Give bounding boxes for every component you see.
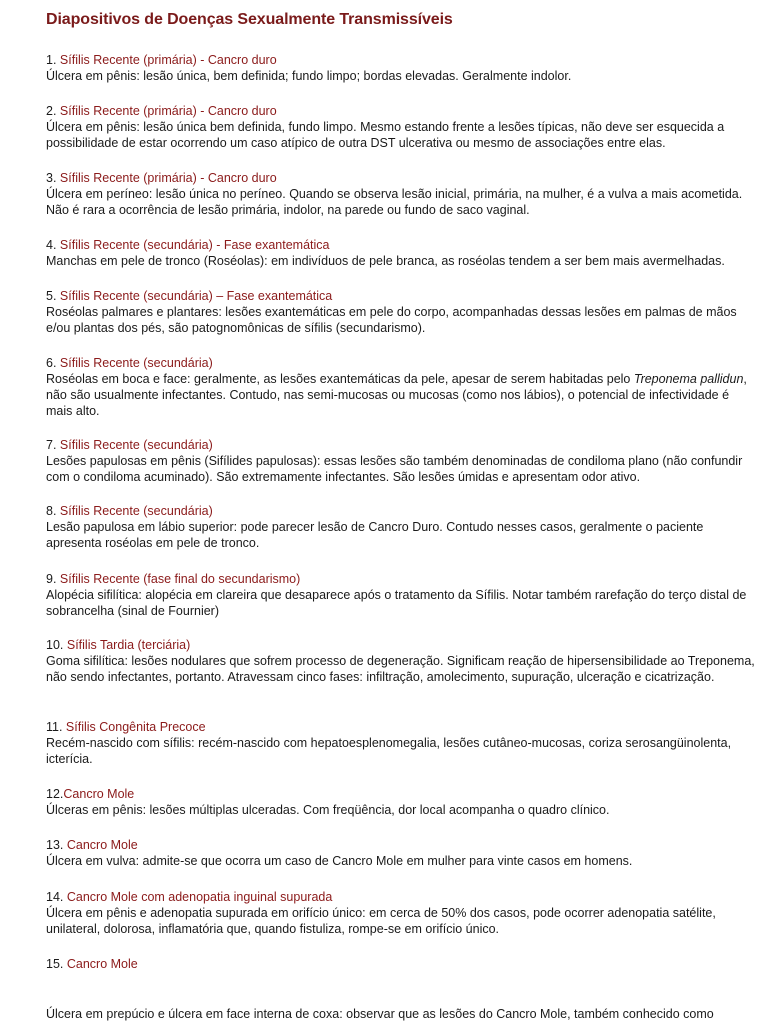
item-number: 7. bbox=[46, 438, 60, 452]
item-heading bbox=[46, 52, 758, 68]
list-item bbox=[46, 571, 758, 619]
item-description: Lesões papulosas em pênis (Sifílides papulosas): essas lesões são também denominadas de condiloma plano (não confundir com o condiloma acuminado). São extremamente infectantes. São lesões úmidas e apresentam odor ativo. bbox=[46, 454, 743, 484]
item-title: Cancro Mole com adenopatia inguinal supurada bbox=[66, 890, 333, 904]
item-number: 1. bbox=[46, 53, 60, 67]
item-number: 13. bbox=[46, 838, 67, 852]
list-item bbox=[46, 103, 758, 151]
item-number: 9. bbox=[46, 572, 60, 586]
item-heading bbox=[46, 889, 758, 905]
item-number: 10. bbox=[46, 638, 67, 652]
item-description: Úlcera em pênis: lesão única bem definida, fundo limpo. Mesmo estando frente a lesões típicas, não deve ser esquecida a possibilidade de estar ocorrendo um caso atípico de outra DST ulcerativa ou mesmo de associações entre elas. bbox=[46, 120, 725, 150]
list-item bbox=[46, 503, 758, 551]
item-number: 4. bbox=[46, 238, 60, 252]
item-heading bbox=[46, 571, 758, 587]
item-description-part: Roséolas em boca e face: geralmente, as lesões exantemáticas da pele, apesar de serem habitadas pelo bbox=[46, 372, 634, 386]
item-description: Alopécia sifilítica: alopécia em clareira que desaparece após o tratamento da Sífilis. Notar também rarefação do terço distal de sobrancelha (sinal de Fournier) bbox=[46, 588, 747, 618]
item-heading bbox=[46, 103, 758, 119]
item-number: 15. bbox=[46, 957, 67, 971]
item-title: Sífilis Tardia (terciária) bbox=[66, 638, 191, 652]
item-heading bbox=[46, 719, 758, 735]
item-title: Cancro Mole bbox=[66, 838, 138, 852]
item-description: Úlceras em pênis: lesões múltiplas ulceradas. Com freqüência, dor local acompanha o quadro clínico. bbox=[46, 803, 610, 817]
item-title: Sífilis Congênita Precoce bbox=[65, 720, 206, 734]
page-title: Diapositivos de Doenças Sexualmente Transmissíveis bbox=[46, 11, 453, 28]
item-title: Sífilis Recente (secundária) bbox=[59, 356, 213, 370]
item-title: Sífilis Recente (primária) - Cancro duro bbox=[59, 53, 277, 67]
item-heading bbox=[46, 637, 758, 653]
list-item bbox=[46, 719, 758, 767]
species-name: Treponema pallidun bbox=[633, 372, 744, 386]
item-heading bbox=[46, 786, 758, 802]
item-number: 6. bbox=[46, 356, 60, 370]
item-number: 14. bbox=[46, 890, 67, 904]
item-number: 2. bbox=[46, 104, 60, 118]
item-title: Sífilis Recente (fase final do secundarismo) bbox=[59, 572, 301, 586]
item-title: Cancro Mole bbox=[66, 957, 138, 971]
item-heading bbox=[46, 288, 758, 304]
item-number: 12. bbox=[46, 787, 64, 801]
item-description: Roséolas palmares e plantares: lesões exantemáticas em pele do corpo, acompanhadas dessas lesões em palmas de mãos e/ou plantas dos pés, são patognomônicas de sífilis (secundarismo). bbox=[46, 305, 737, 335]
item-description: Úlcera em pênis: lesão única, bem definida; fundo limpo; bordas elevadas. Geralmente indolor. bbox=[46, 69, 572, 83]
item-description: Manchas em pele de tronco (Roséolas): em indivíduos de pele branca, as roséolas tendem a ser bem mais avermelhadas. bbox=[46, 254, 725, 268]
item-description bbox=[46, 371, 758, 419]
item-heading bbox=[46, 503, 758, 519]
list-item bbox=[46, 52, 758, 84]
item-description: Goma sifilítica: lesões nodulares que sofrem processo de degeneração. Significam reação de hipersensibilidade ao Treponema, não sendo infectantes, portanto. Atravessam cinco fases: infiltração, amolecimento, supuração, ulceração e cicatrização. bbox=[46, 654, 755, 684]
item-description: Úlcera em pênis e adenopatia supurada em orifício único: em cerca de 50% dos casos, pode ocorrer adenopatia satélite, unilateral, dolorosa, inflamatória que, quando fistuliza, rompe-se em orifício único. bbox=[46, 906, 716, 936]
item-title: Sífilis Recente (primária) - Cancro duro bbox=[59, 171, 277, 185]
item-number: 8. bbox=[46, 504, 60, 518]
item-title: Sífilis Recente (secundária) bbox=[59, 504, 213, 518]
item-description: Úlcera em vulva: admite-se que ocorra um caso de Cancro Mole em mulher para vinte casos em homens. bbox=[46, 854, 633, 868]
item-heading bbox=[46, 837, 758, 853]
item-number: 11. bbox=[46, 720, 66, 734]
list-item bbox=[46, 837, 758, 869]
list-item bbox=[46, 237, 758, 269]
item-description: Recém-nascido com sífilis: recém-nascido com hepatoesplenomegalia, lesões cutâneo-mucosas, coriza serosangüinolenta, icterícia. bbox=[46, 736, 732, 766]
item-description: Úlcera em prepúcio e úlcera em face interna de coxa: observar que as lesões do Cancro Mole, também conhecido como bbox=[46, 1007, 714, 1021]
item-heading bbox=[46, 170, 758, 186]
item-description-part: , não são usualmente infectantes. Contudo, nas semi-mucosas ou mucosas (como nos lábios), o potencial de infectividade é mais alto. bbox=[46, 372, 747, 418]
item-title: Sífilis Recente (secundária) - Fase exantemática bbox=[59, 238, 330, 252]
list-item bbox=[46, 637, 758, 685]
item-title: Sífilis Recente (secundária) bbox=[59, 438, 213, 452]
list-item bbox=[46, 889, 758, 937]
item-number: 3. bbox=[46, 171, 60, 185]
item-description: Lesão papulosa em lábio superior: pode parecer lesão de Cancro Duro. Contudo nesses casos, geralmente o paciente apresenta roséolas em pele de tronco. bbox=[46, 520, 704, 550]
item-number: 5. bbox=[46, 289, 60, 303]
item-description: Úlcera em períneo: lesão única no períneo. Quando se observa lesão inicial, primária, na mulher, é a vulva a mais acometida. Não é rara a ocorrência de lesão primária, indolor, na parede ou fundo de saco vaginal. bbox=[46, 187, 743, 217]
list-item bbox=[46, 437, 758, 485]
list-item bbox=[46, 170, 758, 218]
item-heading bbox=[46, 355, 758, 371]
list-item bbox=[46, 355, 758, 419]
item-heading bbox=[46, 956, 758, 972]
item-heading bbox=[46, 437, 758, 453]
list-item bbox=[46, 956, 758, 1022]
item-title: Cancro Mole bbox=[63, 787, 135, 801]
item-title: Sífilis Recente (primária) - Cancro duro bbox=[59, 104, 277, 118]
item-heading bbox=[46, 237, 758, 253]
list-item bbox=[46, 288, 758, 336]
item-title: Sífilis Recente (secundária) – Fase exantemática bbox=[59, 289, 333, 303]
list-item bbox=[46, 786, 758, 818]
